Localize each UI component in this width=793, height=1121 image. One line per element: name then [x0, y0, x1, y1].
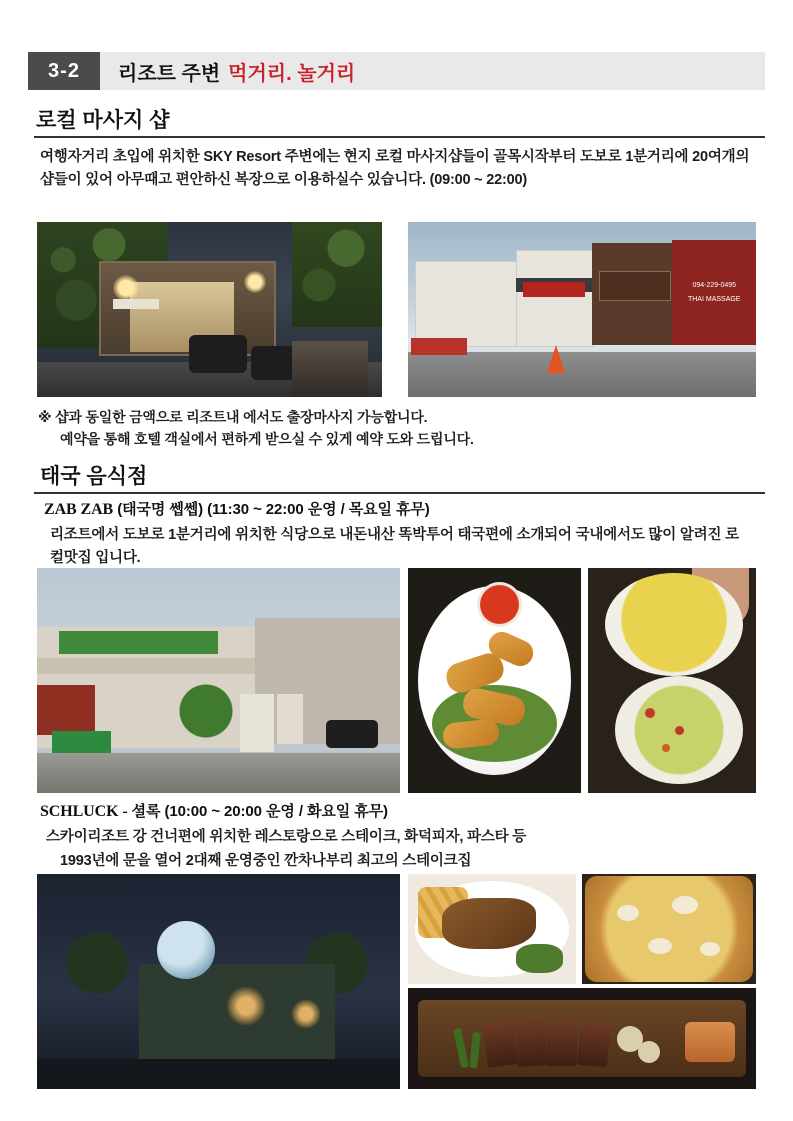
photo-massage-street [408, 222, 756, 397]
section-heading-thai-food: 태국 음식점 [40, 465, 148, 488]
photo-zabzab-front [37, 568, 400, 793]
photo-pizza [582, 874, 756, 984]
photo-massage-shop-front [37, 222, 382, 397]
section-heading-massage: 로컬 마사지 샵 [36, 109, 170, 132]
photo-schluck-night [37, 874, 400, 1089]
store-schluck-description-1: 스카이리조트 강 건너편에 위치한 레스토랑으로 스테이크, 화덕피자, 파스타 등 [46, 829, 527, 845]
section-divider-2 [34, 492, 765, 494]
photo-steak-board [408, 988, 756, 1089]
photo-noodles-soup [588, 568, 756, 793]
massage-sign-phone: 094-229-0495 [692, 281, 737, 289]
store-schluck-description-2: 1993년에 문을 열어 2대째 운영중인 깐차나부리 최고의 스테이크집 [60, 853, 472, 869]
section-divider-1 [34, 136, 765, 138]
massage-description: 여행자거리 초입에 위치한 SKY Resort 주변에는 현지 로컬 마사지샵들이 골목시작부터 도보로 1분거리에 20여개의 샵들이 있어 아무때고 편안하신 복장으로 이용하실수 있습니다. (09:00 ~ 22:00) [40, 149, 750, 189]
massage-note-line-2: 예약을 통해 호텔 객실에서 편하게 받으실 수 있게 예약 도와 드립니다. [60, 431, 474, 447]
photo-fried-chicken [408, 568, 581, 793]
photo-steak-fries [408, 874, 576, 984]
section-number: 3-2 [28, 52, 100, 90]
store-zabzab-name: ZAB ZAB [44, 501, 114, 518]
massage-sign-name: THAI MASSAGE [687, 295, 741, 303]
store-schluck-korean: 셜록 [131, 803, 161, 820]
massage-note-line-1: ※ 샵과 동일한 금액으로 리조트내 에서도 출장마사지 가능합니다. [38, 409, 428, 425]
page-header [28, 52, 765, 90]
store-zabzab-hours: (11:30 ~ 22:00 운영 / 목요일 휴무) [207, 501, 430, 518]
store-schluck-name: SCHLUCK - [40, 803, 128, 820]
page-title [100, 52, 765, 90]
store-zabzab-korean: (태국명 쎕쎕) [117, 501, 203, 518]
store-zabzab-line [44, 498, 430, 519]
store-schluck-line [40, 800, 388, 821]
page-title-main: 리조트 주변 [118, 62, 221, 85]
store-schluck-hours: (10:00 ~ 20:00 운영 / 화요일 휴무) [164, 803, 388, 820]
store-zabzab-description: 리조트에서 도보로 1분거리에 위치한 식당으로 내돈내산 똑박투어 태국편에 소개되어 국내에서도 많이 알려진 로컬맛집 입니다. [50, 527, 739, 567]
page-title-accent: 먹거리. 놀거리 [228, 62, 356, 85]
